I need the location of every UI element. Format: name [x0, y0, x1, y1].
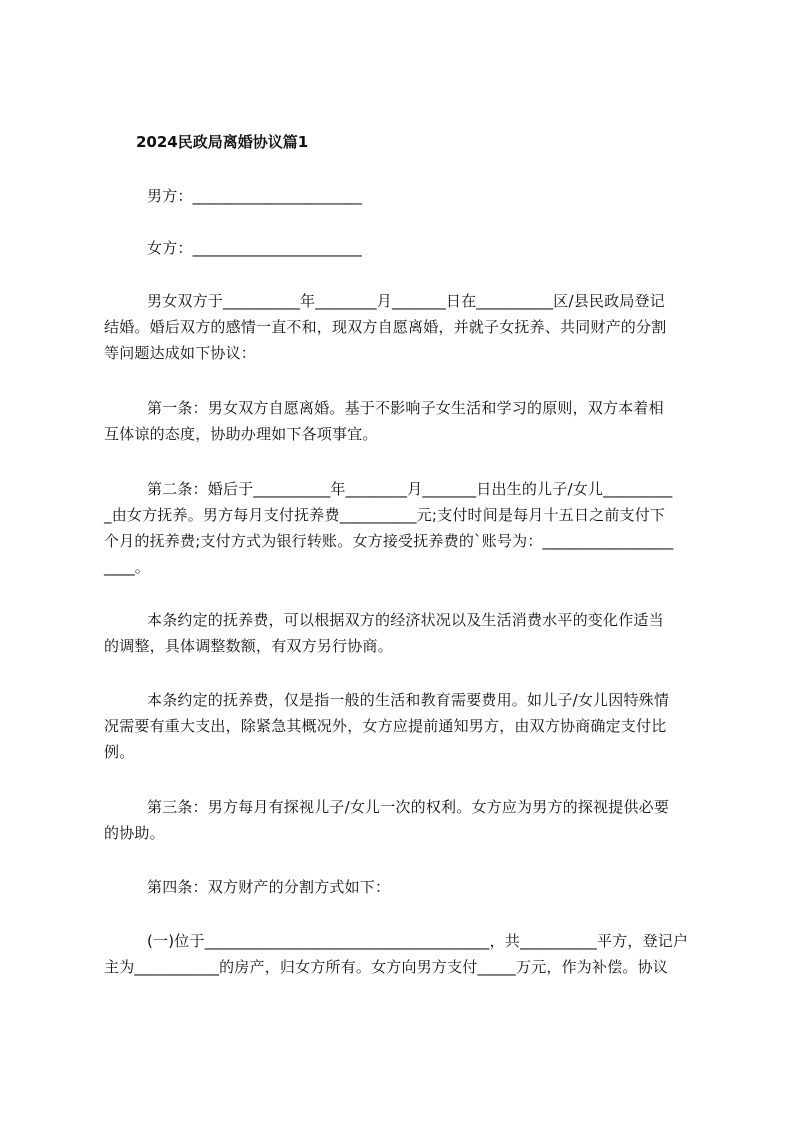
paragraph-line: 例。 [104, 743, 135, 761]
article-3-line: 第三条：男方每月有探视儿子/女儿一次的权利。女方应为男方的探视提供必要 [147, 798, 670, 816]
male-party-line: 男方：______________________ [147, 187, 363, 205]
article-1-line: 第一条：男女双方自愿离婚。基于不影响子女生活和学习的原则，双方本着相 [147, 399, 664, 417]
article-4-line: 第四条：双方财产的分割方式如下： [147, 878, 391, 896]
paragraph-line: 本条约定的抚养费，可以根据双方的经济状况以及生活消费水平的变化作适当 [147, 611, 664, 629]
paragraph-line: 的调整，具体调整数额，有双方另行协商。 [104, 637, 393, 655]
article-1-line: 互体谅的态度，协助办理如下各项事宜。 [104, 425, 378, 443]
article-2-line: 个月的抚养费;支付方式为银行转账。女方接受抚养费的`账号为：_________________ [104, 532, 674, 550]
paragraph-line: 况需要有重大支出，除紧急其概况外，女方应提前通知男方，由双方协商确定支付比 [104, 717, 667, 735]
paragraph-line: 等问题达成如下协议： [104, 344, 257, 362]
article-2-line: ____。 [104, 558, 151, 576]
paragraph-line: 结婚。婚后双方的感情一直不和，现双方自愿离婚，并就子女抚养、共同财产的分割 [104, 318, 667, 336]
document-title: 2024民政局离婚协议篇1 [136, 133, 309, 151]
property-line: (一)位于_____________________________________，共__________平方，登记户 [147, 932, 689, 950]
article-2-line: _由女方抚养。男方每月支付抚养费__________元;支付时间是每月十五日之前支付下 [104, 506, 666, 524]
article-3-line: 的协助。 [104, 824, 165, 842]
property-line: 主为___________的房产，归女方所有。女方向男方支付_____万元，作为补偿。协议 [104, 958, 669, 976]
female-party-line: 女方：______________________ [147, 239, 363, 257]
article-2-line: 第二条：婚后于__________年________月_______日出生的儿子/女儿_________ [147, 480, 673, 498]
paragraph-line: 男女双方于__________年________月_______日在__________区/县民政局登记 [147, 292, 665, 310]
paragraph-line: 本条约定的抚养费，仅是指一般的生活和教育需要费用。如儿子/女儿因特殊情 [147, 691, 670, 709]
